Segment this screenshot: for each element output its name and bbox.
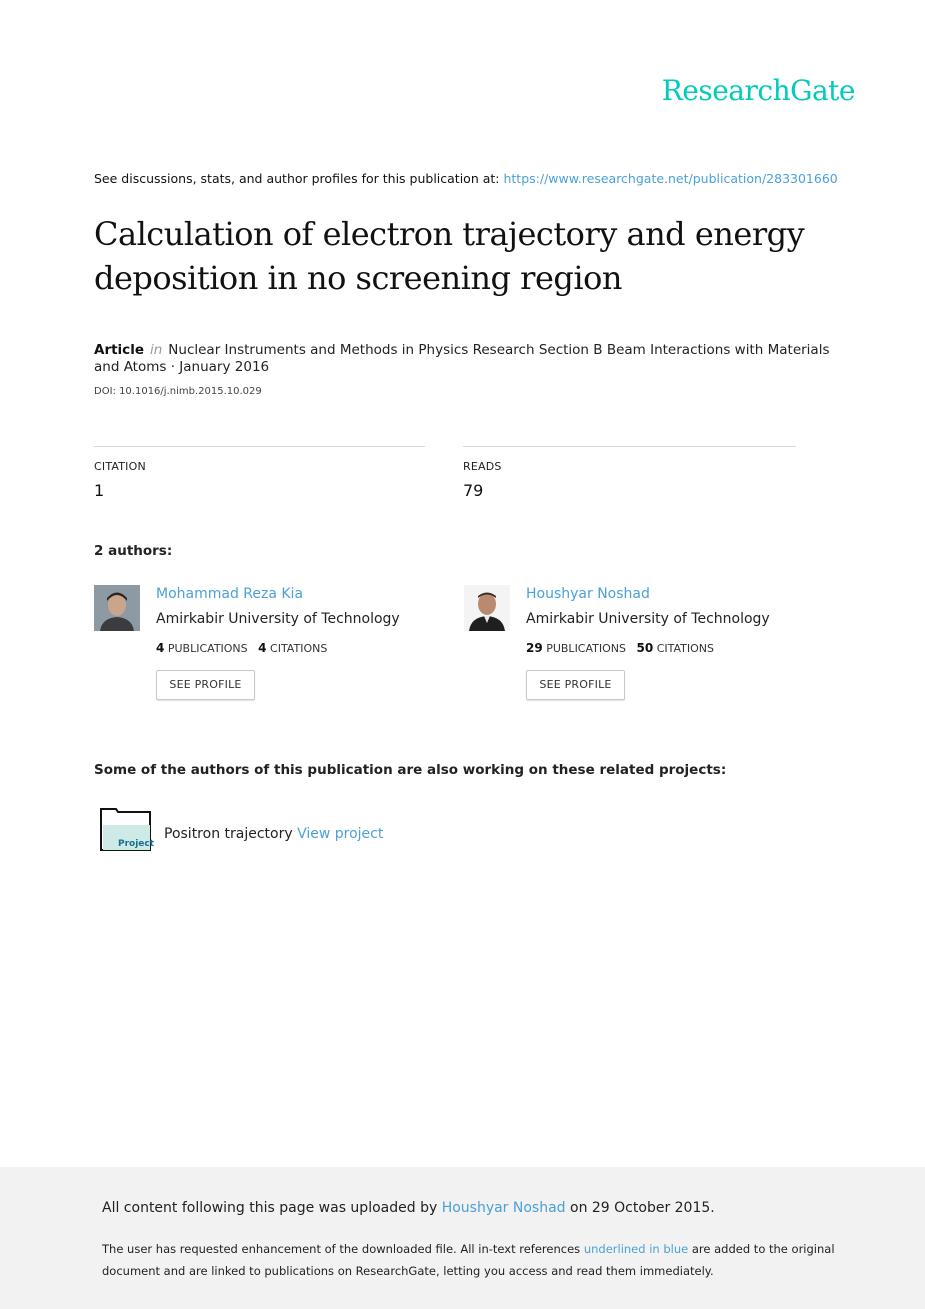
publication-title: Calculation of electron trajectory and energy deposition in no screening region xyxy=(94,215,805,297)
upload-prefix: All content following this page was uploaded by xyxy=(102,1200,442,1216)
authors-heading: 2 authors: xyxy=(94,543,173,559)
citations-label-1: CITATIONS xyxy=(270,642,328,655)
enhancement-note xyxy=(102,1238,842,1282)
author-institution-2: Amirkabir University of Technology xyxy=(526,611,770,627)
underlined-in-blue-link[interactable]: underlined in blue xyxy=(583,1242,689,1256)
reads-divider xyxy=(463,446,796,447)
person-photo-icon xyxy=(94,585,140,631)
author-citations-count-1: 4 xyxy=(258,641,267,655)
person-photo-icon xyxy=(464,585,510,631)
projects-heading: Some of the authors of this publication are also working on these related projects: xyxy=(94,762,727,778)
in-word: in xyxy=(149,342,163,358)
publication-doi: DOI: 10.1016/j.nimb.2015.10.029 xyxy=(94,386,262,397)
author-avatar-1[interactable] xyxy=(94,585,140,631)
author-publications-count-2: 29 xyxy=(526,641,543,655)
publication-meta xyxy=(94,342,834,376)
publications-label-2: PUBLICATIONS xyxy=(546,642,626,655)
publication-url-link[interactable]: https://www.researchgate.net/publication/283301660 xyxy=(503,171,838,186)
see-profile-button-1[interactable]: SEE PROFILE xyxy=(156,670,255,700)
note-prefix: The user has requested enhancement of the downloaded file. All in-text references xyxy=(102,1242,584,1256)
citation-count: 1 xyxy=(94,481,105,500)
project-icon-label: Project xyxy=(118,839,155,849)
author-name-1[interactable]: Mohammad Reza Kia xyxy=(156,586,304,602)
intro-line xyxy=(94,171,838,186)
project-line xyxy=(164,826,383,842)
author-name-2[interactable]: Houshyar Noshad xyxy=(526,586,650,602)
project-folder-icon xyxy=(100,808,155,850)
publication-venue: Nuclear Instruments and Methods in Physics Research Section B Beam Interactions with Materials and Atoms · January 2016 xyxy=(94,342,830,375)
author-institution-1: Amirkabir University of Technology xyxy=(156,611,400,627)
publication-type: Article xyxy=(94,342,144,358)
intro-text: See discussions, stats, and author profiles for this publication at: xyxy=(94,171,504,186)
reads-label: READS xyxy=(463,460,502,473)
upload-notice xyxy=(102,1200,715,1216)
author-stats-2 xyxy=(526,641,714,655)
publications-label-1: PUBLICATIONS xyxy=(167,642,248,655)
uploader-link[interactable]: Houshyar Noshad xyxy=(441,1200,566,1216)
view-project-link[interactable]: View project xyxy=(297,826,384,842)
author-stats-1 xyxy=(156,641,327,655)
upload-suffix: on 29 October 2015. xyxy=(565,1200,715,1216)
note-suffix: are added to the original document and are linked to publications on ResearchGate, letting you access and read them immediately. xyxy=(102,1242,835,1278)
project-name: Positron trajectory xyxy=(164,826,293,842)
author-avatar-2[interactable] xyxy=(464,585,510,631)
author-publications-count-1: 4 xyxy=(156,641,165,655)
reads-count: 79 xyxy=(463,481,484,500)
citation-divider xyxy=(94,446,425,447)
citation-label: CITATION xyxy=(94,460,146,473)
author-citations-count-2: 50 xyxy=(636,641,654,655)
researchgate-logo[interactable]: ResearchGate xyxy=(661,74,855,107)
citations-label-2: CITATIONS xyxy=(656,642,714,655)
see-profile-button-2[interactable]: SEE PROFILE xyxy=(526,670,625,700)
